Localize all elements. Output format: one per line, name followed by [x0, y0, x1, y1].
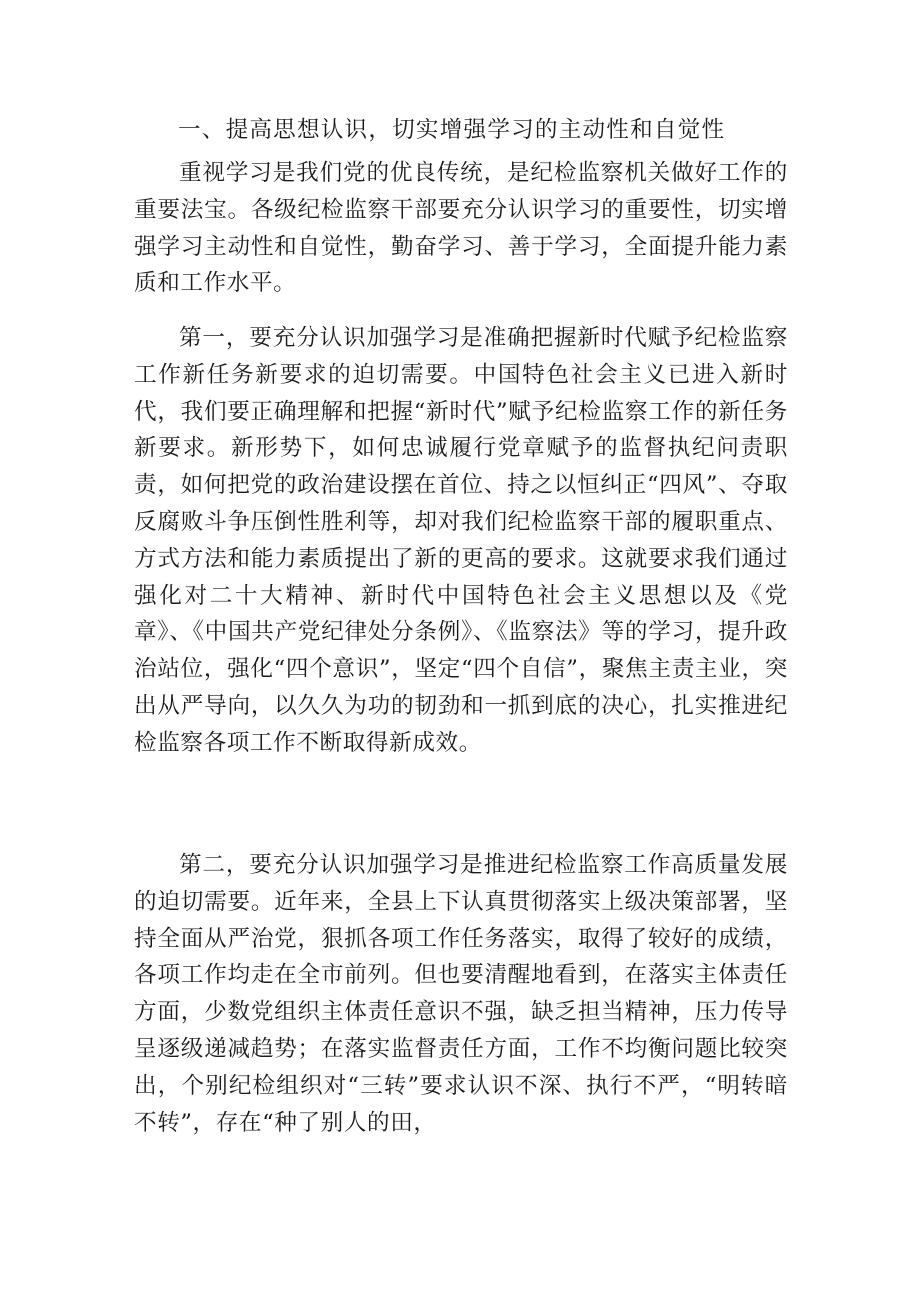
paragraph-second-point: 第二，要充分认识加强学习是推进纪检监察工作高质量发展的迫切需要。近年来，全县上下认真贯彻落实上级决策部署，坚持全面从严治党，狠抓各项工作任务落实，取得了较好的成绩，各项工作均走在全市前列。但也要清醒地看到，在落实主体责任方面，少数党组织主体责任意识不强，缺乏担当精神，压力传导呈逐级递减趋势；在落实监督责任方面，工作不均衡问题比较突出，个别纪检组织对“三转”要求认识不深、执行不严，“明转暗不转”，存在“种了别人的田， [134, 852, 788, 1136]
paragraph-first-point: 第一，要充分认识加强学习是准确把握新时代赋予纪检监察工作新任务新要求的迫切需要。中国特色社会主义已进入新时代，我们要正确理解和把握“新时代”赋予纪检监察工作的新任务新要求。新形势下，如何忠诚履行党章赋予的监督执纪问责职责，如何把党的政治建设摆在首位、持之以恒纠正“四风”、夺取反腐败斗争压倒性胜利等，却对我们纪检监察干部的履职重点、方式方法和能力素质提出了新的更高的要求。这就要求我们通过强化对二十大精神、新时代中国特色社会主义思想以及《党章》、《中国共产党纪律处分条例》、《监察法》等的学习，提升政治站位，强化“四个意识”，坚定“四个自信”，聚焦主责主业，突出从严导向，以久久为功的韧劲和一抓到底的决心，扎实推进纪检监察各项工作不断取得新成效。 [134, 325, 788, 756]
paragraph-intro: 重视学习是我们党的优良传统，是纪检监察机关做好工作的重要法宝。各级纪检监察干部要充分认识学习的重要性，切实增强学习主动性和自觉性，勤奋学习、善于学习，全面提升能力素质和工作水平。 [134, 160, 788, 297]
section-heading: 一、提高思想认识，切实增强学习的主动性和自觉性 [178, 117, 726, 143]
